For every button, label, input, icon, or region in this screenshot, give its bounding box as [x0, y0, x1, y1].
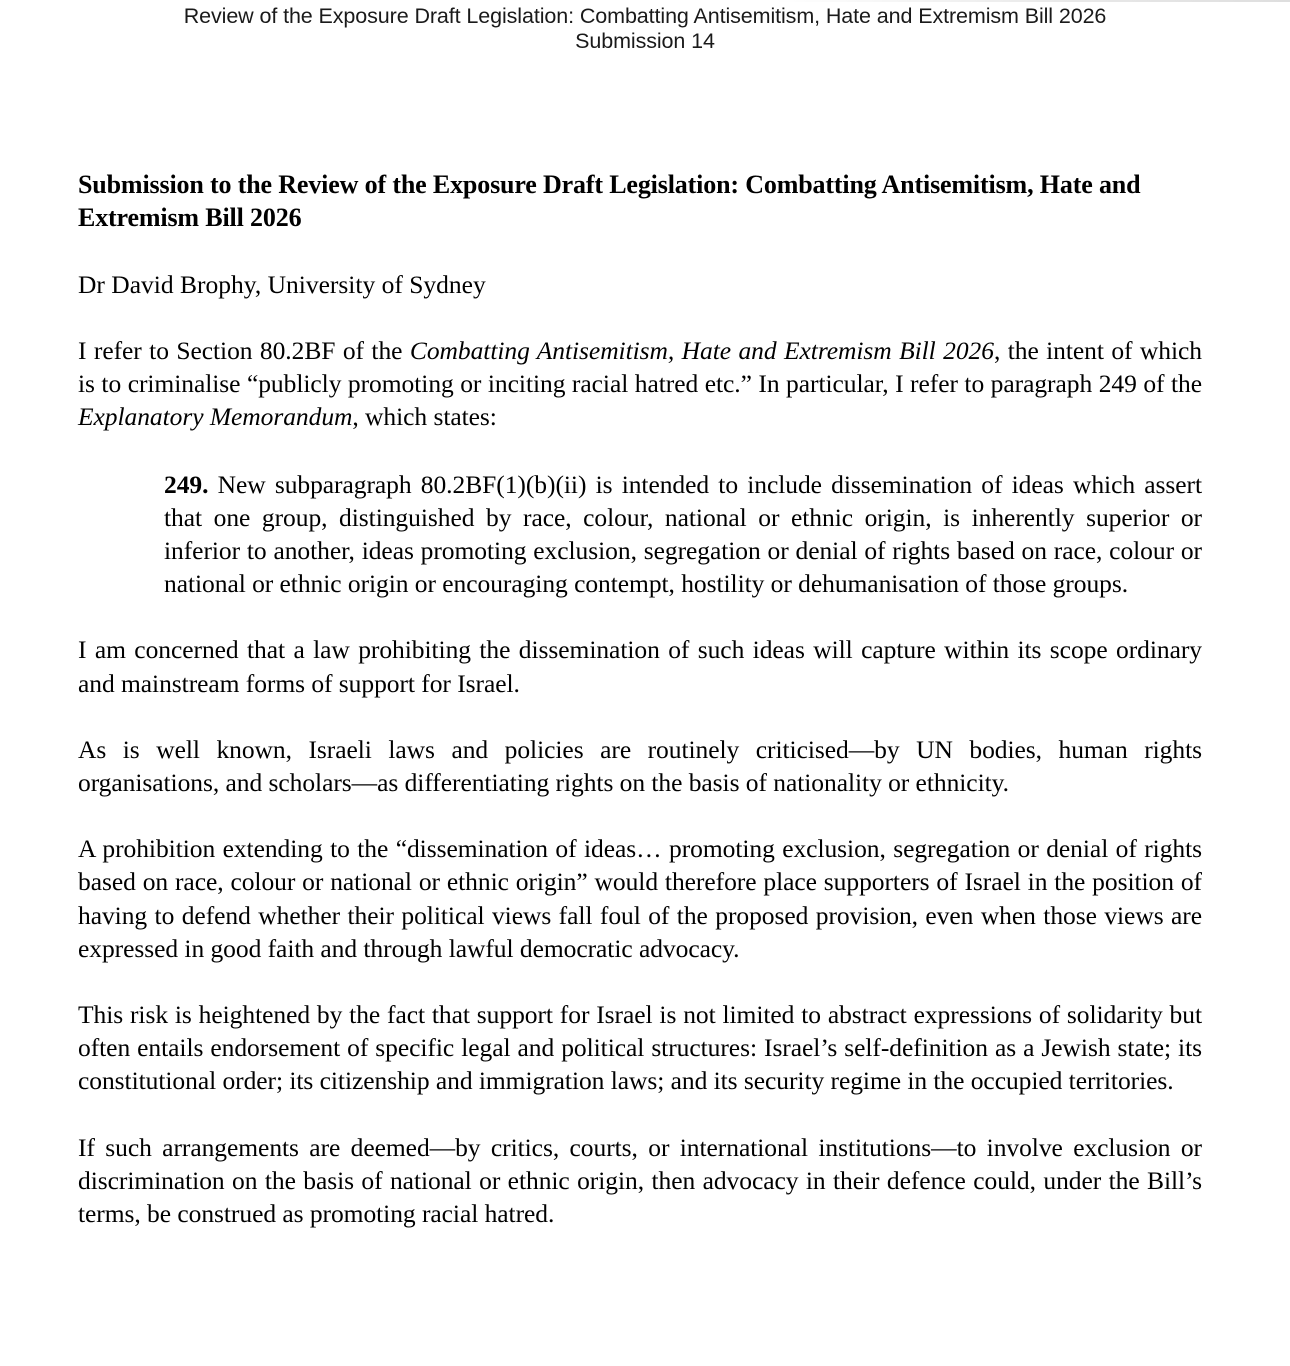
submission-stamp-header — [0, 0, 1290, 54]
blockquote-paragraph-249 — [164, 468, 1202, 601]
author-line: Dr David Brophy, University of Sydney — [78, 270, 486, 299]
submission-stamp-line-1: Review of the Exposure Draft Legislation: Combatting Antisemitism, Hate and Extremism Bill 2026 — [183, 4, 1107, 28]
paragraph-3: As is well known, Israeli laws and policies are routinely criticised—by UN bodies, human rights organisations, and scholars—as differentiating rights on the basis of nationality or ethnicity. — [78, 734, 1202, 798]
blockquote-text: New subparagraph 80.2BF(1)(b)(ii) is intended to include dissemination of ideas which assert that one group, distinguished by race, colour, national or ethnic origin, is inherently superior or inferior to another, ideas promoting exclusion, segregation or denial of rights based on race, colour or national or ethnic origin or encouraging contempt, hostility or dehumanisation of those groups. — [164, 469, 1202, 599]
paragraph-1 — [78, 334, 1202, 434]
paragraph-4: A prohibition extending to the “dissemination of ideas… promoting exclusion, segregation or denial of rights based on race, colour or national or ethnic origin” would therefore place supporters of Israel in the position of having to defend whether their political views fall foul of the proposed provision, even when those views are expressed in good faith and through lawful democratic advocacy. — [78, 834, 1202, 963]
submission-stamp-line-2: Submission 14 — [575, 29, 715, 53]
paragraph-1-text-a: I refer to Section 80.2BF of the — [78, 336, 410, 365]
paragraph-1-text-b: , the intent of which is to criminalise “publicly promoting or inciting racial hatred etc.” In particular, I refer to paragraph 249 of the — [78, 336, 1202, 399]
paragraph-6: If such arrangements are deemed—by critics, courts, or international institutions—to involve exclusion or discrimination on the basis of national or ethnic origin, then advocacy in their defence could, under the Bill’s terms, be construed as promoting racial hatred. — [78, 1132, 1202, 1229]
document-body — [78, 168, 1202, 1230]
paragraph-1-italic-bill-title: Combatting Antisemitism, Hate and Extremism Bill 2026 — [409, 336, 994, 365]
blockquote-number: 249. — [164, 469, 209, 499]
paragraph-1-italic-memorandum: Explanatory Memorandum — [78, 402, 353, 432]
page-title: Submission to the Review of the Exposure Draft Legislation: Combatting Antisemitism, Hate and Extremism Bill 2026 — [78, 170, 1141, 232]
paragraph-1-text-c: , which states: — [352, 402, 497, 432]
paragraph-5: This risk is heightened by the fact that support for Israel is not limited to abstract expressions of solidarity but often entails endorsement of specific legal and political structures: Israel’s self-definition as a Jewish state; its constitutional order; its citizenship and immigration laws; and its security regime in the occupied territories. — [78, 1000, 1202, 1096]
paragraph-2: I am concerned that a law prohibiting the dissemination of such ideas will capture within its scope ordinary and mainstream forms of support for Israel. — [78, 635, 1202, 698]
